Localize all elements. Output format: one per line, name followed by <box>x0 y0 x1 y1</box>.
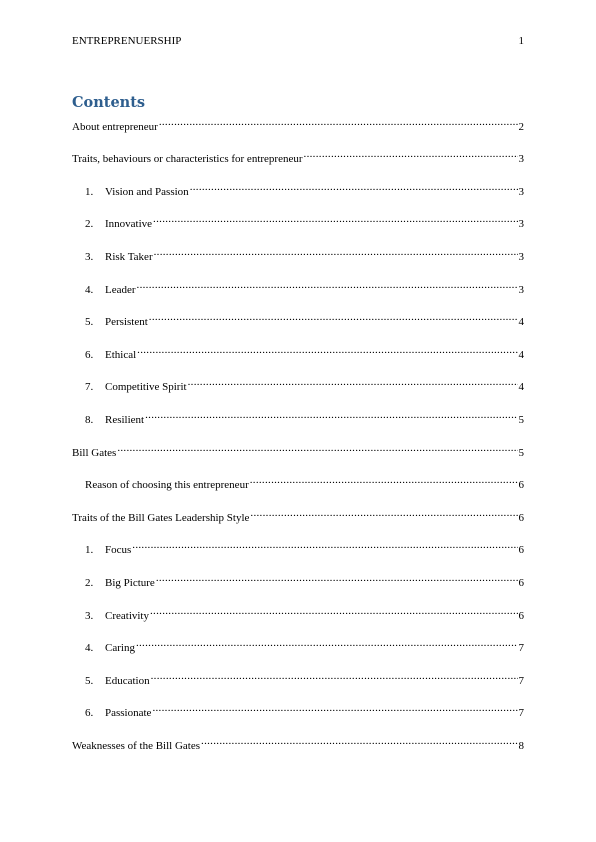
toc-dot-leader <box>190 180 518 195</box>
toc-entry-reason-of-choosing[interactable] <box>72 473 524 491</box>
header-page-number: 1 <box>518 35 524 47</box>
page-header <box>72 35 524 51</box>
header-title: ENTREPRENUERSHIP <box>72 35 182 47</box>
toc-entry-page: 3 <box>518 186 524 198</box>
toc-entry-number: 4. <box>85 642 94 654</box>
toc-entry-risk-taker[interactable] <box>72 245 524 263</box>
toc-dot-leader <box>145 408 517 423</box>
toc-entry-label: Creativity <box>105 610 149 622</box>
toc-dot-leader <box>151 669 518 684</box>
toc-dot-leader <box>250 473 518 488</box>
toc-entry-caring[interactable] <box>72 636 524 654</box>
toc-entry-page: 3 <box>518 284 524 296</box>
toc-dot-leader <box>250 506 517 521</box>
toc-entry-big-picture[interactable] <box>72 571 524 589</box>
toc-entry-label: Persistent <box>105 316 148 328</box>
toc-entry-page: 6 <box>518 544 524 556</box>
toc-entry-competitive-spirit[interactable] <box>72 375 524 393</box>
toc-entry-label: Passionate <box>105 707 152 719</box>
toc-entry-page: 5 <box>518 447 524 459</box>
toc-entry-page: 7 <box>518 675 524 687</box>
toc-entry-creativity[interactable] <box>72 604 524 622</box>
toc-dot-leader <box>159 115 518 130</box>
toc-entry-label: Traits of the Bill Gates Leadership Style <box>72 512 250 524</box>
toc-entry-page: 8 <box>518 740 524 752</box>
toc-entry-number: 3. <box>85 251 94 263</box>
toc-dot-leader <box>137 278 518 293</box>
toc-entry-page: 3 <box>518 218 524 230</box>
toc-entry-label: Education <box>105 675 150 687</box>
toc-entry-number: 5. <box>85 316 94 328</box>
toc-entry-page: 4 <box>518 316 524 328</box>
toc-dot-leader <box>188 375 518 390</box>
toc-entry-traits[interactable] <box>72 147 524 165</box>
toc-entry-label: Innovative <box>105 218 153 230</box>
toc-entry-page: 7 <box>518 642 524 654</box>
toc-dot-leader <box>153 212 517 227</box>
toc-entry-focus[interactable] <box>72 538 524 556</box>
toc-dot-leader <box>149 310 518 325</box>
toc-entry-page: 4 <box>518 381 524 393</box>
toc-entry-label: Weaknesses of the Bill Gates <box>72 740 201 752</box>
toc-entry-number: 2. <box>85 577 94 589</box>
toc-entry-page: 6 <box>518 577 524 589</box>
toc-entry-persistent[interactable] <box>72 310 524 328</box>
toc-entry-resilient[interactable] <box>72 408 524 426</box>
toc-entry-label: Ethical <box>105 349 137 361</box>
toc-entry-number: 7. <box>85 381 94 393</box>
toc-entry-page: 5 <box>518 414 524 426</box>
toc-entry-about-entrepreneur[interactable] <box>72 115 524 133</box>
toc-entry-label: Caring <box>105 642 135 654</box>
toc-entry-number: 6. <box>85 349 94 361</box>
toc-entry-page: 6 <box>518 512 524 524</box>
toc-entry-label: Resilient <box>105 414 145 426</box>
toc-entry-label: Bill Gates <box>72 447 117 459</box>
toc-entry-label: Reason of choosing this entrepreneur <box>85 479 249 491</box>
toc-entry-page: 6 <box>518 479 524 491</box>
toc-dot-leader <box>150 604 518 619</box>
contents-heading: Contents <box>72 94 146 111</box>
toc-dot-leader <box>117 441 517 456</box>
toc-entry-page: 3 <box>518 251 524 263</box>
toc-entry-number: 1. <box>85 544 94 556</box>
toc-entry-page: 4 <box>518 349 524 361</box>
toc-entry-number: 3. <box>85 610 94 622</box>
toc-entry-number: 8. <box>85 414 94 426</box>
toc-dot-leader <box>152 701 517 716</box>
toc-entry-number: 5. <box>85 675 94 687</box>
toc-entry-label: Leader <box>105 284 136 296</box>
toc-dot-leader <box>132 538 517 553</box>
toc-entry-page: 2 <box>518 121 524 133</box>
toc-entry-passionate[interactable] <box>72 701 524 719</box>
toc-entry-traits-of-bill-gates[interactable] <box>72 506 524 524</box>
toc-dot-leader <box>154 245 518 260</box>
toc-entry-label: Vision and Passion <box>105 186 189 198</box>
toc-entry-number: 1. <box>85 186 94 198</box>
toc-entry-number: 6. <box>85 707 94 719</box>
toc-entry-education[interactable] <box>72 669 524 687</box>
toc-dot-leader <box>156 571 518 586</box>
toc-entry-page: 3 <box>518 153 524 165</box>
toc-entry-label: Competitive Spirit <box>105 381 187 393</box>
toc-dot-leader <box>137 343 517 358</box>
toc-entry-bill-gates[interactable] <box>72 441 524 459</box>
toc-entry-label: Big Picture <box>105 577 155 589</box>
toc-entry-label: Risk Taker <box>105 251 153 263</box>
toc-dot-leader <box>304 147 518 162</box>
toc-entry-label: Traits, behaviours or characteristics for entrepreneur <box>72 153 303 165</box>
toc-entry-leader[interactable] <box>72 278 524 296</box>
toc-entry-label: Focus <box>105 544 132 556</box>
toc-entry-page: 7 <box>518 707 524 719</box>
toc-entry-vision-and-passion[interactable] <box>72 180 524 198</box>
toc-entry-weaknesses[interactable] <box>72 734 524 752</box>
toc-entry-number: 4. <box>85 284 94 296</box>
toc-entry-number: 2. <box>85 218 94 230</box>
toc-entry-innovative[interactable] <box>72 212 524 230</box>
toc-entry-label: About entrepreneur <box>72 121 158 133</box>
toc-dot-leader <box>201 734 517 749</box>
toc-entry-page: 6 <box>518 610 524 622</box>
toc-dot-leader <box>136 636 518 651</box>
toc-entry-ethical[interactable] <box>72 343 524 361</box>
